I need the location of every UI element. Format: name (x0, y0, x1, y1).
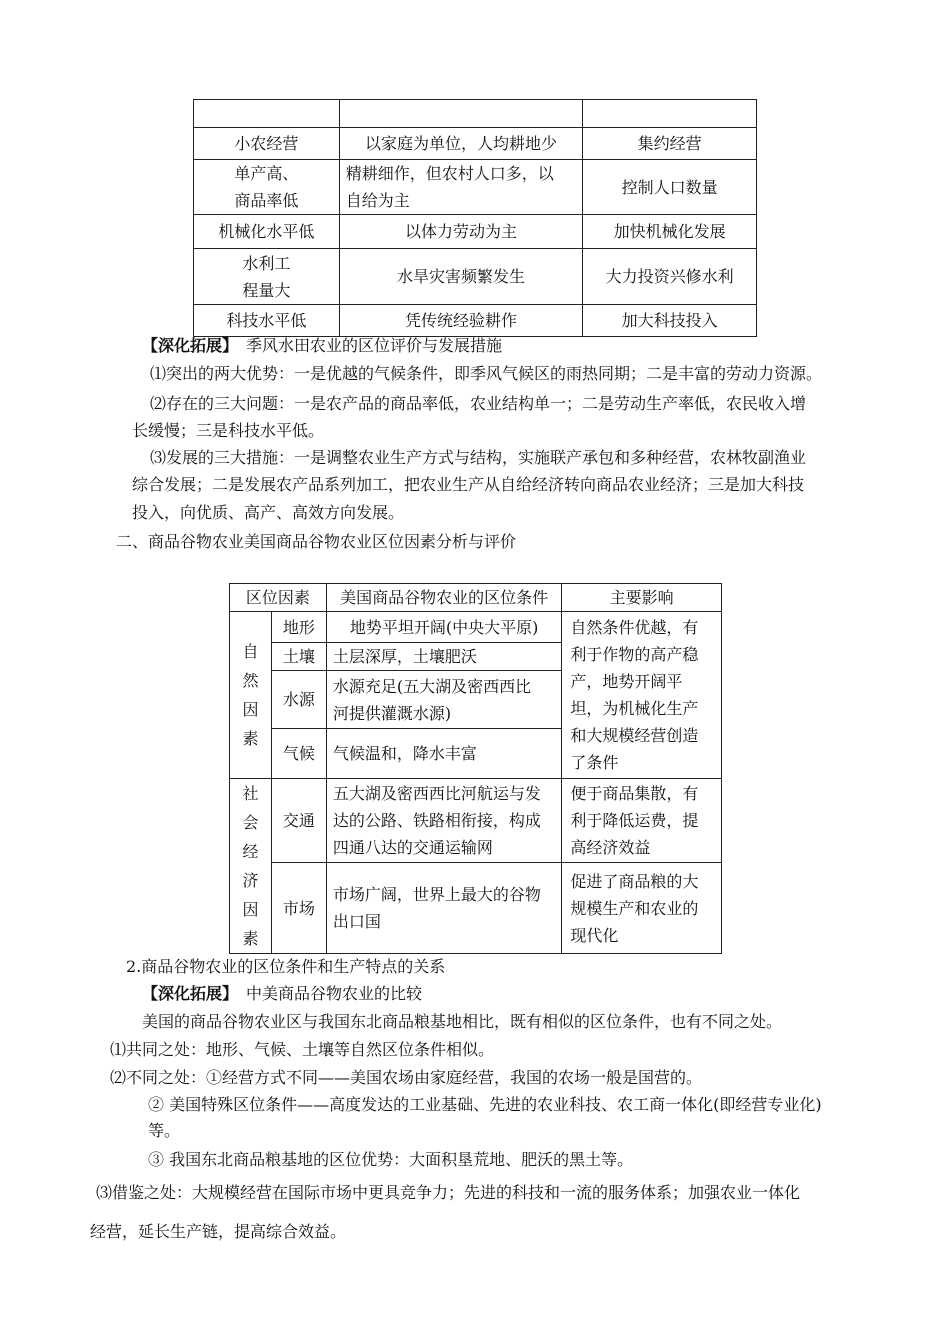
table-cell (583, 100, 757, 128)
table-cell: 科技水平低 (194, 305, 340, 337)
paragraph-line: ⑴共同之处：地形、气候、土壤等自然区位条件相似。 (110, 1040, 495, 1059)
table-row (230, 779, 722, 863)
table-cell (194, 100, 340, 128)
effect-cell: 促进了商品粮的大 规模生产和农业的 现代化 (562, 863, 722, 954)
table-cell: 以家庭为单位，人均耕地少 (339, 128, 583, 160)
table-header-row (230, 584, 722, 612)
table-cell: 加快机械化发展 (583, 215, 757, 249)
table-cell: 小农经营 (194, 128, 340, 160)
condition-cell: 土层深厚，土壤肥沃 (326, 643, 561, 671)
group-cell: 社 会 经 济 因 素 (230, 779, 272, 954)
table-cell: 控制人口数量 (583, 160, 757, 215)
table-cell: 精耕细作，但农村人口多，以 自给为主 (339, 160, 583, 215)
condition-cell: 地势平坦开阔(中央大平原) (326, 612, 561, 643)
table-row (230, 863, 722, 954)
factor-cell: 气候 (271, 729, 326, 779)
factor-cell: 地形 (271, 612, 326, 643)
item-heading: 2.商品谷物农业的区位条件和生产特点的关系 (126, 957, 446, 976)
table-row (194, 100, 757, 128)
section-heading (142, 981, 422, 1007)
factor-cell: 市场 (271, 863, 326, 954)
heading-tag: 【深化拓展】 (142, 984, 239, 1003)
table-row (194, 249, 757, 305)
table-row (194, 128, 757, 160)
table-row (230, 612, 722, 643)
header-cell: 区位因素 (230, 584, 327, 612)
paragraph-line: ② 美国特殊区位条件——高度发达的工业基础、先进的农业科技、农工商一体化(即经营专业化) (148, 1095, 822, 1114)
table-cell: 大力投资兴修水利 (583, 249, 757, 305)
factor-cell: 水源 (271, 671, 326, 729)
table-cell: 凭传统经验耕作 (339, 305, 583, 337)
table-cell (339, 100, 583, 128)
paragraph-line: 综合发展；二是发展农产品系列加工，把农业生产从自给经济转向商品农业经济；三是加大科技 (132, 475, 805, 494)
condition-cell: 五大湖及密西西比河航运与发 达的公路、铁路相衔接，构成 四通八达的交通运输网 (326, 779, 561, 863)
paragraph-line: 经营，延长生产链，提高综合效益。 (90, 1222, 347, 1241)
paragraph-line: ⑶发展的三大措施：一是调整农业生产方式与结构，实施联产承包和多种经营，农林牧副渔业 (150, 448, 807, 467)
table-row (194, 160, 757, 215)
condition-cell: 水源充足(五大湖及密西西比 河提供灌溉水源) (326, 671, 561, 729)
factor-cell: 交通 (271, 779, 326, 863)
table-row (194, 305, 757, 337)
heading-tag: 【深化拓展】 (142, 336, 239, 355)
header-cell: 主要影响 (562, 584, 722, 612)
heading-text: 中美商品谷物农业的比较 (246, 984, 423, 1003)
section-title: 二、商品谷物农业美国商品谷物农业区位因素分析与评价 (116, 532, 517, 551)
paragraph-line: ③ 我国东北商品粮基地的区位优势：大面积垦荒地、肥沃的黑土等。 (148, 1150, 634, 1169)
paragraph-line: ⑵不同之处：①经营方式不同——美国农场由家庭经营，我国的农场一般是国营的。 (110, 1068, 703, 1087)
paragraph-line: ⑴突出的两大优势：一是优越的气候条件，即季风气候区的雨热同期；二是丰富的劳动力资源。 (150, 364, 823, 383)
paragraph-line: 长缓慢；三是科技水平低。 (132, 421, 325, 440)
paragraph-line: 美国的商品谷物农业区与我国东北商品粮基地相比，既有相似的区位条件，也有不同之处。 (142, 1012, 783, 1031)
group-cell: 自 然 因 素 (230, 612, 272, 779)
paragraph-line: 等。 (148, 1121, 181, 1140)
header-cell: 美国商品谷物农业的区位条件 (326, 584, 561, 612)
table-row (194, 215, 757, 249)
condition-cell: 气候温和，降水丰富 (326, 729, 561, 779)
table-cell: 水利工 程量大 (194, 249, 340, 305)
section-heading (142, 333, 502, 359)
effect-cell: 便于商品集散，有 利于降低运费，提 高经济效益 (562, 779, 722, 863)
table-cell: 单产高、 商品率低 (194, 160, 340, 215)
table-cell: 以体力劳动为主 (339, 215, 583, 249)
table-grain-agriculture (229, 583, 722, 954)
paragraph-line: 投入，向优质、高产、高效方向发展。 (132, 503, 405, 522)
condition-cell: 市场广阔，世界上最大的谷物 出口国 (326, 863, 561, 954)
table-rice-agriculture (193, 99, 757, 337)
factor-cell: 土壤 (271, 643, 326, 671)
table-cell: 水旱灾害频繁发生 (339, 249, 583, 305)
table-cell: 机械化水平低 (194, 215, 340, 249)
paragraph-line: ⑵存在的三大问题：一是农产品的商品率低，农业结构单一；二是劳动生产率低，农民收入增 (150, 394, 807, 413)
heading-text: 季风水田农业的区位评价与发展措施 (246, 336, 503, 355)
paragraph-line: ⑶借鉴之处：大规模经营在国际市场中更具竞争力；先进的科技和一流的服务体系；加强农业一体化 (96, 1183, 801, 1202)
table-cell: 加大科技投入 (583, 305, 757, 337)
effect-cell: 自然条件优越，有 利于作物的高产稳 产，地势开阔平 坦，为机械化生产 和大规模经营创造 了条件 (562, 612, 722, 779)
table-cell: 集约经营 (583, 128, 757, 160)
